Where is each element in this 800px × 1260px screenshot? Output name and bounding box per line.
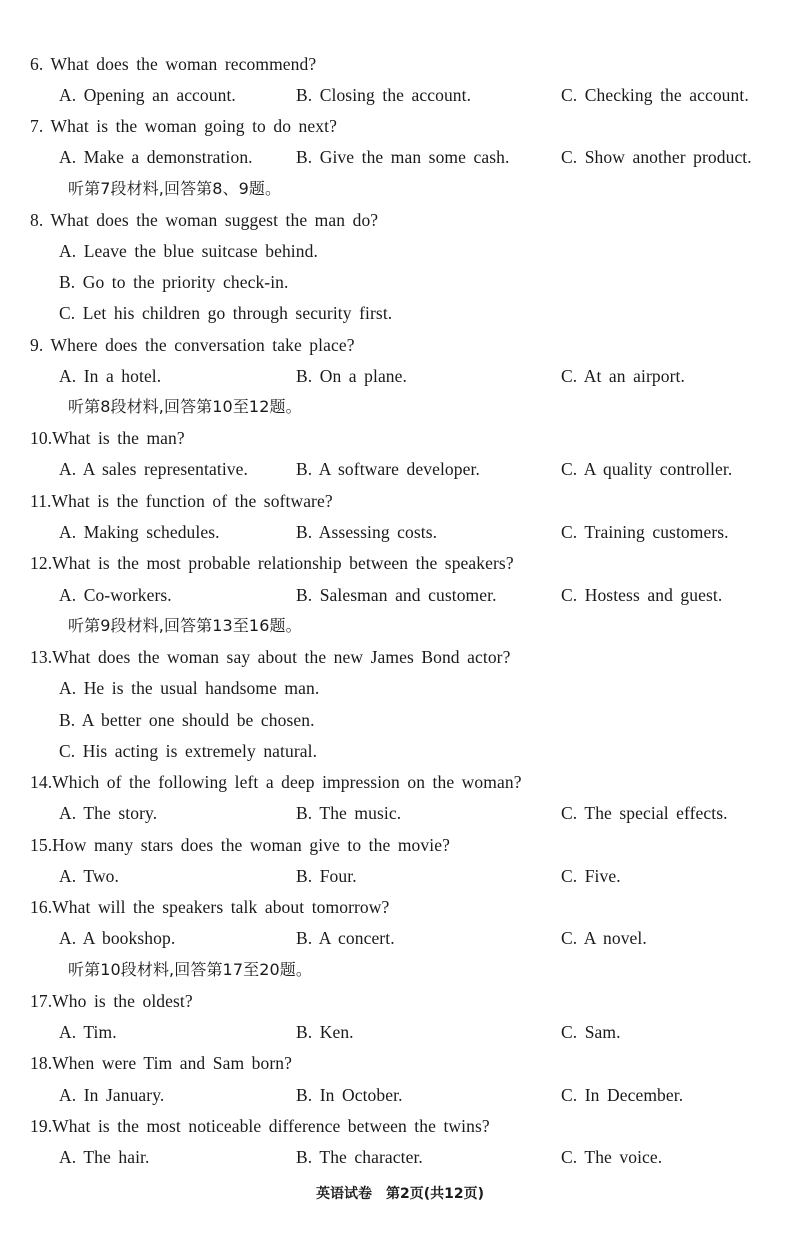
section-instruction: 听第8段材料,回答第10至12题。 [68, 397, 302, 416]
question-11: 11.What is the function of the software? [30, 491, 333, 511]
option-c: C. A novel. [561, 928, 647, 948]
question-15: 15.How many stars does the woman give to the movie? [30, 835, 450, 855]
option-b: B. Four. [296, 866, 357, 886]
option-b: B. The music. [296, 803, 402, 823]
option-c: C. In December. [561, 1085, 684, 1105]
question-16: 16.What will the speakers talk about tomorrow? [30, 897, 390, 917]
question-12: 12.What is the most probable relationship between the speakers? [30, 553, 514, 573]
option-c: C. The special effects. [561, 803, 728, 823]
option-b: B. A better one should be chosen. [59, 710, 315, 730]
question-17: 17.Who is the oldest? [30, 991, 193, 1011]
option-a: A. Tim. [59, 1022, 117, 1042]
option-a: A. Co-workers. [59, 585, 172, 605]
question-7: 7. What is the woman going to do next? [30, 116, 337, 136]
option-a: A. A sales representative. [59, 459, 248, 479]
option-c: C. Show another product. [561, 147, 752, 167]
question-6: 6. What does the woman recommend? [30, 54, 317, 74]
option-c: C. Sam. [561, 1022, 621, 1042]
option-b: B. On a plane. [296, 366, 407, 386]
question-14: 14.Which of the following left a deep impression on the woman? [30, 772, 522, 792]
option-a: A. Two. [59, 866, 120, 886]
option-c: C. A quality controller. [561, 459, 733, 479]
option-a: A. Opening an account. [59, 85, 236, 105]
option-c: C. Training customers. [561, 522, 729, 542]
question-9: 9. Where does the conversation take place? [30, 335, 355, 355]
option-a: A. Making schedules. [59, 522, 220, 542]
option-b: B. Closing the account. [296, 85, 472, 105]
option-a: A. Make a demonstration. [59, 147, 253, 167]
option-c: C. Let his children go through security first. [59, 303, 393, 323]
option-a: A. In a hotel. [59, 366, 162, 386]
option-b: B. Assessing costs. [296, 522, 438, 542]
option-a: A. In January. [59, 1085, 165, 1105]
option-b: B. Ken. [296, 1022, 354, 1042]
question-10: 10.What is the man? [30, 428, 185, 448]
option-b: B. Salesman and customer. [296, 585, 497, 605]
option-c: C. His acting is extremely natural. [59, 741, 318, 761]
option-a: A. He is the usual handsome man. [59, 678, 320, 698]
option-c: C. At an airport. [561, 366, 685, 386]
option-b: B. Give the man some cash. [296, 147, 510, 167]
section-instruction: 听第9段材料,回答第13至16题。 [68, 616, 302, 635]
option-a: A. Leave the blue suitcase behind. [59, 241, 318, 261]
question-8: 8. What does the woman suggest the man do? [30, 210, 379, 230]
option-b: B. Go to the priority check-in. [59, 272, 289, 292]
option-b: B. A software developer. [296, 459, 480, 479]
section-instruction: 听第7段材料,回答第8、9题。 [68, 179, 282, 198]
option-a: A. The hair. [59, 1147, 150, 1167]
option-c: C. Checking the account. [561, 85, 749, 105]
question-18: 18.When were Tim and Sam born? [30, 1053, 292, 1073]
option-a: A. The story. [59, 803, 158, 823]
page-footer: 英语试卷 第2页(共12页) [315, 1186, 485, 1202]
question-19: 19.What is the most noticeable difference between the twins? [30, 1116, 490, 1136]
option-b: B. A concert. [296, 928, 395, 948]
question-13: 13.What does the woman say about the new James Bond actor? [30, 647, 511, 667]
option-c: C. The voice. [561, 1147, 663, 1167]
section-instruction: 听第10段材料,回答第17至20题。 [68, 960, 312, 979]
option-c: C. Hostess and guest. [561, 585, 723, 605]
option-b: B. The character. [296, 1147, 423, 1167]
option-c: C. Five. [561, 866, 621, 886]
option-a: A. A bookshop. [59, 928, 176, 948]
option-b: B. In October. [296, 1085, 403, 1105]
